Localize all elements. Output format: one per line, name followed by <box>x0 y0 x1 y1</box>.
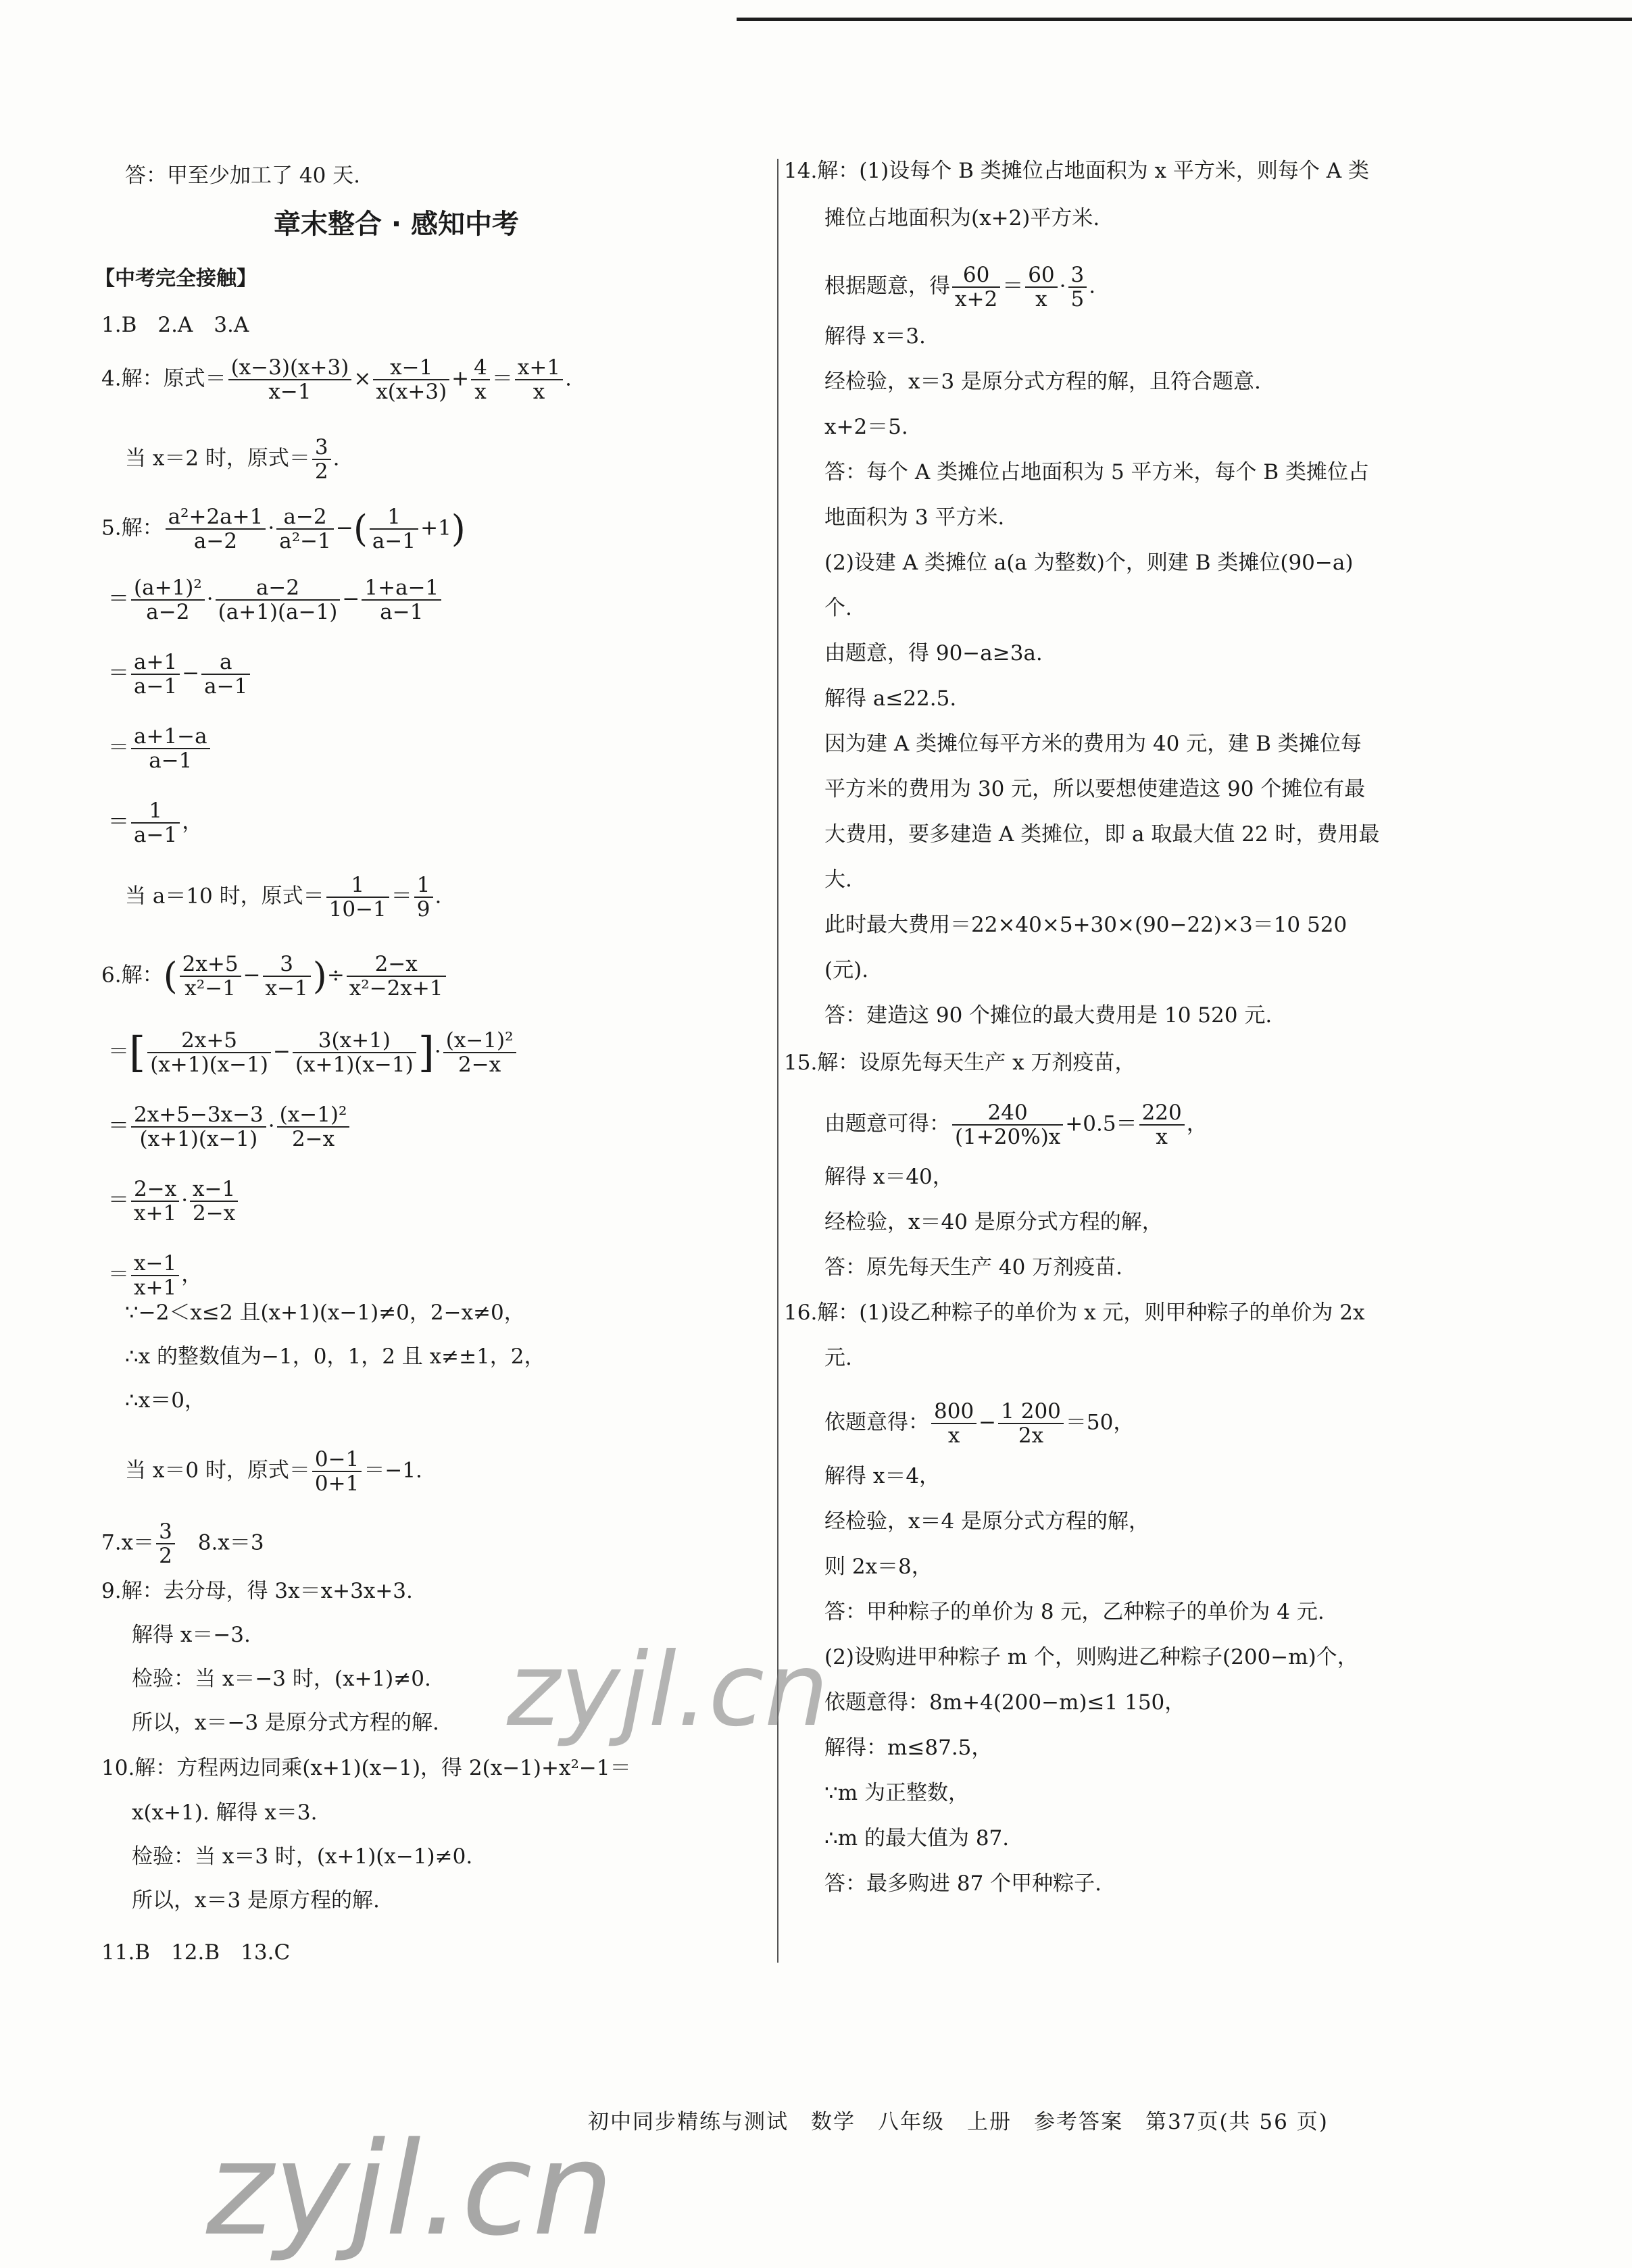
q16-line: (2)设购进甲种粽子 m 个，则购进乙种粽子(200−m)个， <box>824 1645 1358 1669</box>
q16-line: 依题意得：8m+4(200−m)≤1 150， <box>824 1690 1186 1715</box>
answer-line: 11.B 12.B 13.C <box>101 1940 291 1965</box>
q14-line: 大费用，要多建造 A 类摊位，即 a 取最大值 22 时，费用最 <box>824 822 1380 847</box>
q9-line: 解得 x＝−3. <box>132 1623 251 1647</box>
q14-line: x+2＝5. <box>824 415 908 439</box>
q14-line: 地面积为 3 平方米. <box>824 505 1005 530</box>
q9-line: 检验：当 x＝−3 时，(x+1)≠0. <box>132 1667 431 1691</box>
q6-step1: ＝[ $\frac{2x+5}{(x+1)(x-1)}$ − $\frac{3(x+1)}{(x+1)(x-1)}$ ]· $\frac{\text{(x−1)²}}{2-x}$ <box>108 1029 518 1076</box>
q14-line: 因为建 A 类摊位每平方米的费用为 40 元，建 B 类摊位每 <box>824 732 1362 756</box>
chapter-title: 章末整合 · 感知中考 <box>274 209 520 240</box>
q14-line: 大. <box>824 867 852 892</box>
q14-line: 个. <box>824 596 852 620</box>
q16-line: ∴m 的最大值为 87. <box>824 1826 1010 1850</box>
q6-condition: ∵−2＜x≤2 且(x+1)(x−1)≠0，2−x≠0， <box>125 1301 525 1325</box>
page-footer: 初中同步精练与测试 数学 八年级 上册 参考答案 第37页(共 56 页) <box>588 2110 1329 2134</box>
q16-line: 答：甲种粽子的单价为 8 元，乙种粽子的单价为 4 元. <box>824 1600 1325 1624</box>
q14-line: 14.解：(1)设每个 B 类摊位占地面积为 x 平方米，则每个 A 类 <box>784 159 1369 183</box>
q16-line: ∵m 为正整数， <box>824 1781 969 1805</box>
watermark: zyjl.cn <box>206 2115 614 2264</box>
q16-line: 解得 x＝4， <box>824 1464 941 1488</box>
q5-value: 当 a＝10 时，原式＝ $\frac{1}{10-1}$ ＝ $\frac{1}{9}$ . <box>125 873 442 922</box>
q5-step4: ＝ $\frac{1}{a-1}$ ， <box>108 799 203 847</box>
q14-line: (元). <box>824 958 869 982</box>
q15-equation: 由题意可得： $\frac{240}{(1+20\%)x}$ +0.5＝ $\frac{220}{x}$ ， <box>824 1101 1208 1149</box>
q15-line: 经检验，x＝40 是原分式方程的解， <box>824 1210 1163 1234</box>
q5-step1: ＝ $\frac{\text{(a+1)²}}{a-2}$ · $\frac{a-2}{(a+1)(a-1)}$ − $\frac{1+a-1}{a-1}$ <box>108 576 443 624</box>
watermark: zyjl.cn <box>507 1632 829 1749</box>
q14-line: 摊位占地面积为(x+2)平方米. <box>824 206 1100 230</box>
q16-equation: 依题意得： $\frac{800}{x}$ − $\frac{1 200}{2x}$ ＝50， <box>824 1399 1135 1448</box>
q14-line: 答：每个 A 类摊位占地面积为 5 平方米，每个 B 类摊位占 <box>824 460 1370 484</box>
q14-line: 由题意，得 90−a≥3a. <box>824 641 1043 665</box>
q15-line: 15.解：设原先每天生产 x 万剂疫苗， <box>784 1051 1136 1075</box>
q10-line: 10.解：方程两边同乘(x+1)(x−1)，得 2(x−1)+x²−1＝ <box>101 1756 631 1780</box>
q16-line: 16.解：(1)设乙种粽子的单价为 x 元，则甲种粽子的单价为 2x <box>784 1301 1365 1325</box>
q5-step2: ＝ $\frac{a+1}{a-1}$ − $\frac{a}{a-1}$ <box>108 651 252 698</box>
top-rule <box>737 18 1632 21</box>
q9-line: 所以，x＝−3 是原分式方程的解. <box>132 1711 439 1735</box>
q16-line: 元. <box>824 1346 852 1370</box>
q14-line: (2)设建 A 类摊位 a(a 为整数)个，则建 B 类摊位(90−a) <box>824 551 1354 575</box>
q6-expression: 6.解：( $\frac{2x+5}{\text{x²−1}}$ − $\frac{3}{x-1}$ )÷ $\frac{2-x}{\text{x²−2x+1}}$ <box>101 953 448 1000</box>
q15-line: 答：原先每天生产 40 万剂疫苗. <box>824 1255 1123 1280</box>
q14-line: 答：建造这 90 个摊位的最大费用是 10 520 元. <box>824 1003 1272 1028</box>
q10-line: 所以，x＝3 是原方程的解. <box>132 1888 380 1913</box>
q14-line: 此时最大费用＝22×40×5+30×(90−22)×3＝10 520 <box>824 913 1347 937</box>
q6-step2: ＝ $\frac{2x+5-3x-3}{(x+1)(x-1)}$ · $\frac{\text{(x−1)²}}{2-x}$ <box>108 1103 351 1151</box>
q16-line: 经检验，x＝4 是原分式方程的解， <box>824 1509 1150 1534</box>
section-heading: 【中考完全接触】 <box>95 267 257 291</box>
q9-line: 9.解：去分母，得 3x＝x+3x+3. <box>101 1579 413 1603</box>
q6-result: ∴x＝0， <box>125 1388 205 1413</box>
q14-equation: 根据题意，得 $\frac{60}{x+2}$ ＝ $\frac{60}{x}$ · $\frac{3}{5}$ . <box>824 263 1096 311</box>
q16-line: 则 2x＝8， <box>824 1555 933 1579</box>
q4-value: 当 x＝2 时，原式＝ $\frac{3}{2}$ . <box>125 435 340 484</box>
q16-line: 答：最多购进 87 个甲种粽子. <box>824 1871 1102 1896</box>
text-line: 答：甲至少加工了 40 天. <box>125 163 361 188</box>
q5-expression: 5.解： $\frac{\text{a²+2a+1}}{a-2}$ · $\frac{a-2}{\text{a²−1}}$ −( $\frac{1}{a-1}$ +1) <box>101 505 466 553</box>
q10-line: x(x+1). 解得 x＝3. <box>132 1800 318 1825</box>
q14-line: 解得 x＝3. <box>824 324 926 349</box>
q16-line: 解得：m≤87.5， <box>824 1736 993 1760</box>
q6-integers: ∴x 的整数值为−1，0，1，2 且 x≠±1，2， <box>125 1344 545 1369</box>
q14-line: 解得 a≤22.5. <box>824 686 957 711</box>
q14-line: 平方米的费用为 30 元，所以要想使建造这 90 个摊位有最 <box>824 777 1366 801</box>
q4-expression: 4.解：原式＝ $\frac{(x-3)(x+3)}{x-1}$ × $\frac{x-1}{x(x+3)}$ + $\frac{4}{x}$ ＝ $\frac{x+1}{x}$ . <box>101 355 572 404</box>
q7-q8-answers: 7.x＝ $\frac{3}{2}$ 8.x＝3 <box>101 1519 264 1568</box>
q6-step4: ＝ $\frac{x-1}{x+1}$ ， <box>108 1251 203 1300</box>
q14-line: 经检验，x＝3 是原分式方程的解，且符合题意. <box>824 370 1261 394</box>
q5-step3: ＝ $\frac{a+1-a}{a-1}$ <box>108 725 212 772</box>
q10-line: 检验：当 x＝3 时，(x+1)(x−1)≠0. <box>132 1844 473 1869</box>
q6-value: 当 x＝0 时，原式＝ $\frac{0-1}{0+1}$ ＝−1. <box>125 1447 422 1496</box>
q6-step3: ＝ $\frac{2-x}{x+1}$ · $\frac{x-1}{2-x}$ <box>108 1178 240 1225</box>
answer-line: 1.B 2.A 3.A <box>101 313 249 337</box>
q15-line: 解得 x＝40， <box>824 1165 954 1189</box>
